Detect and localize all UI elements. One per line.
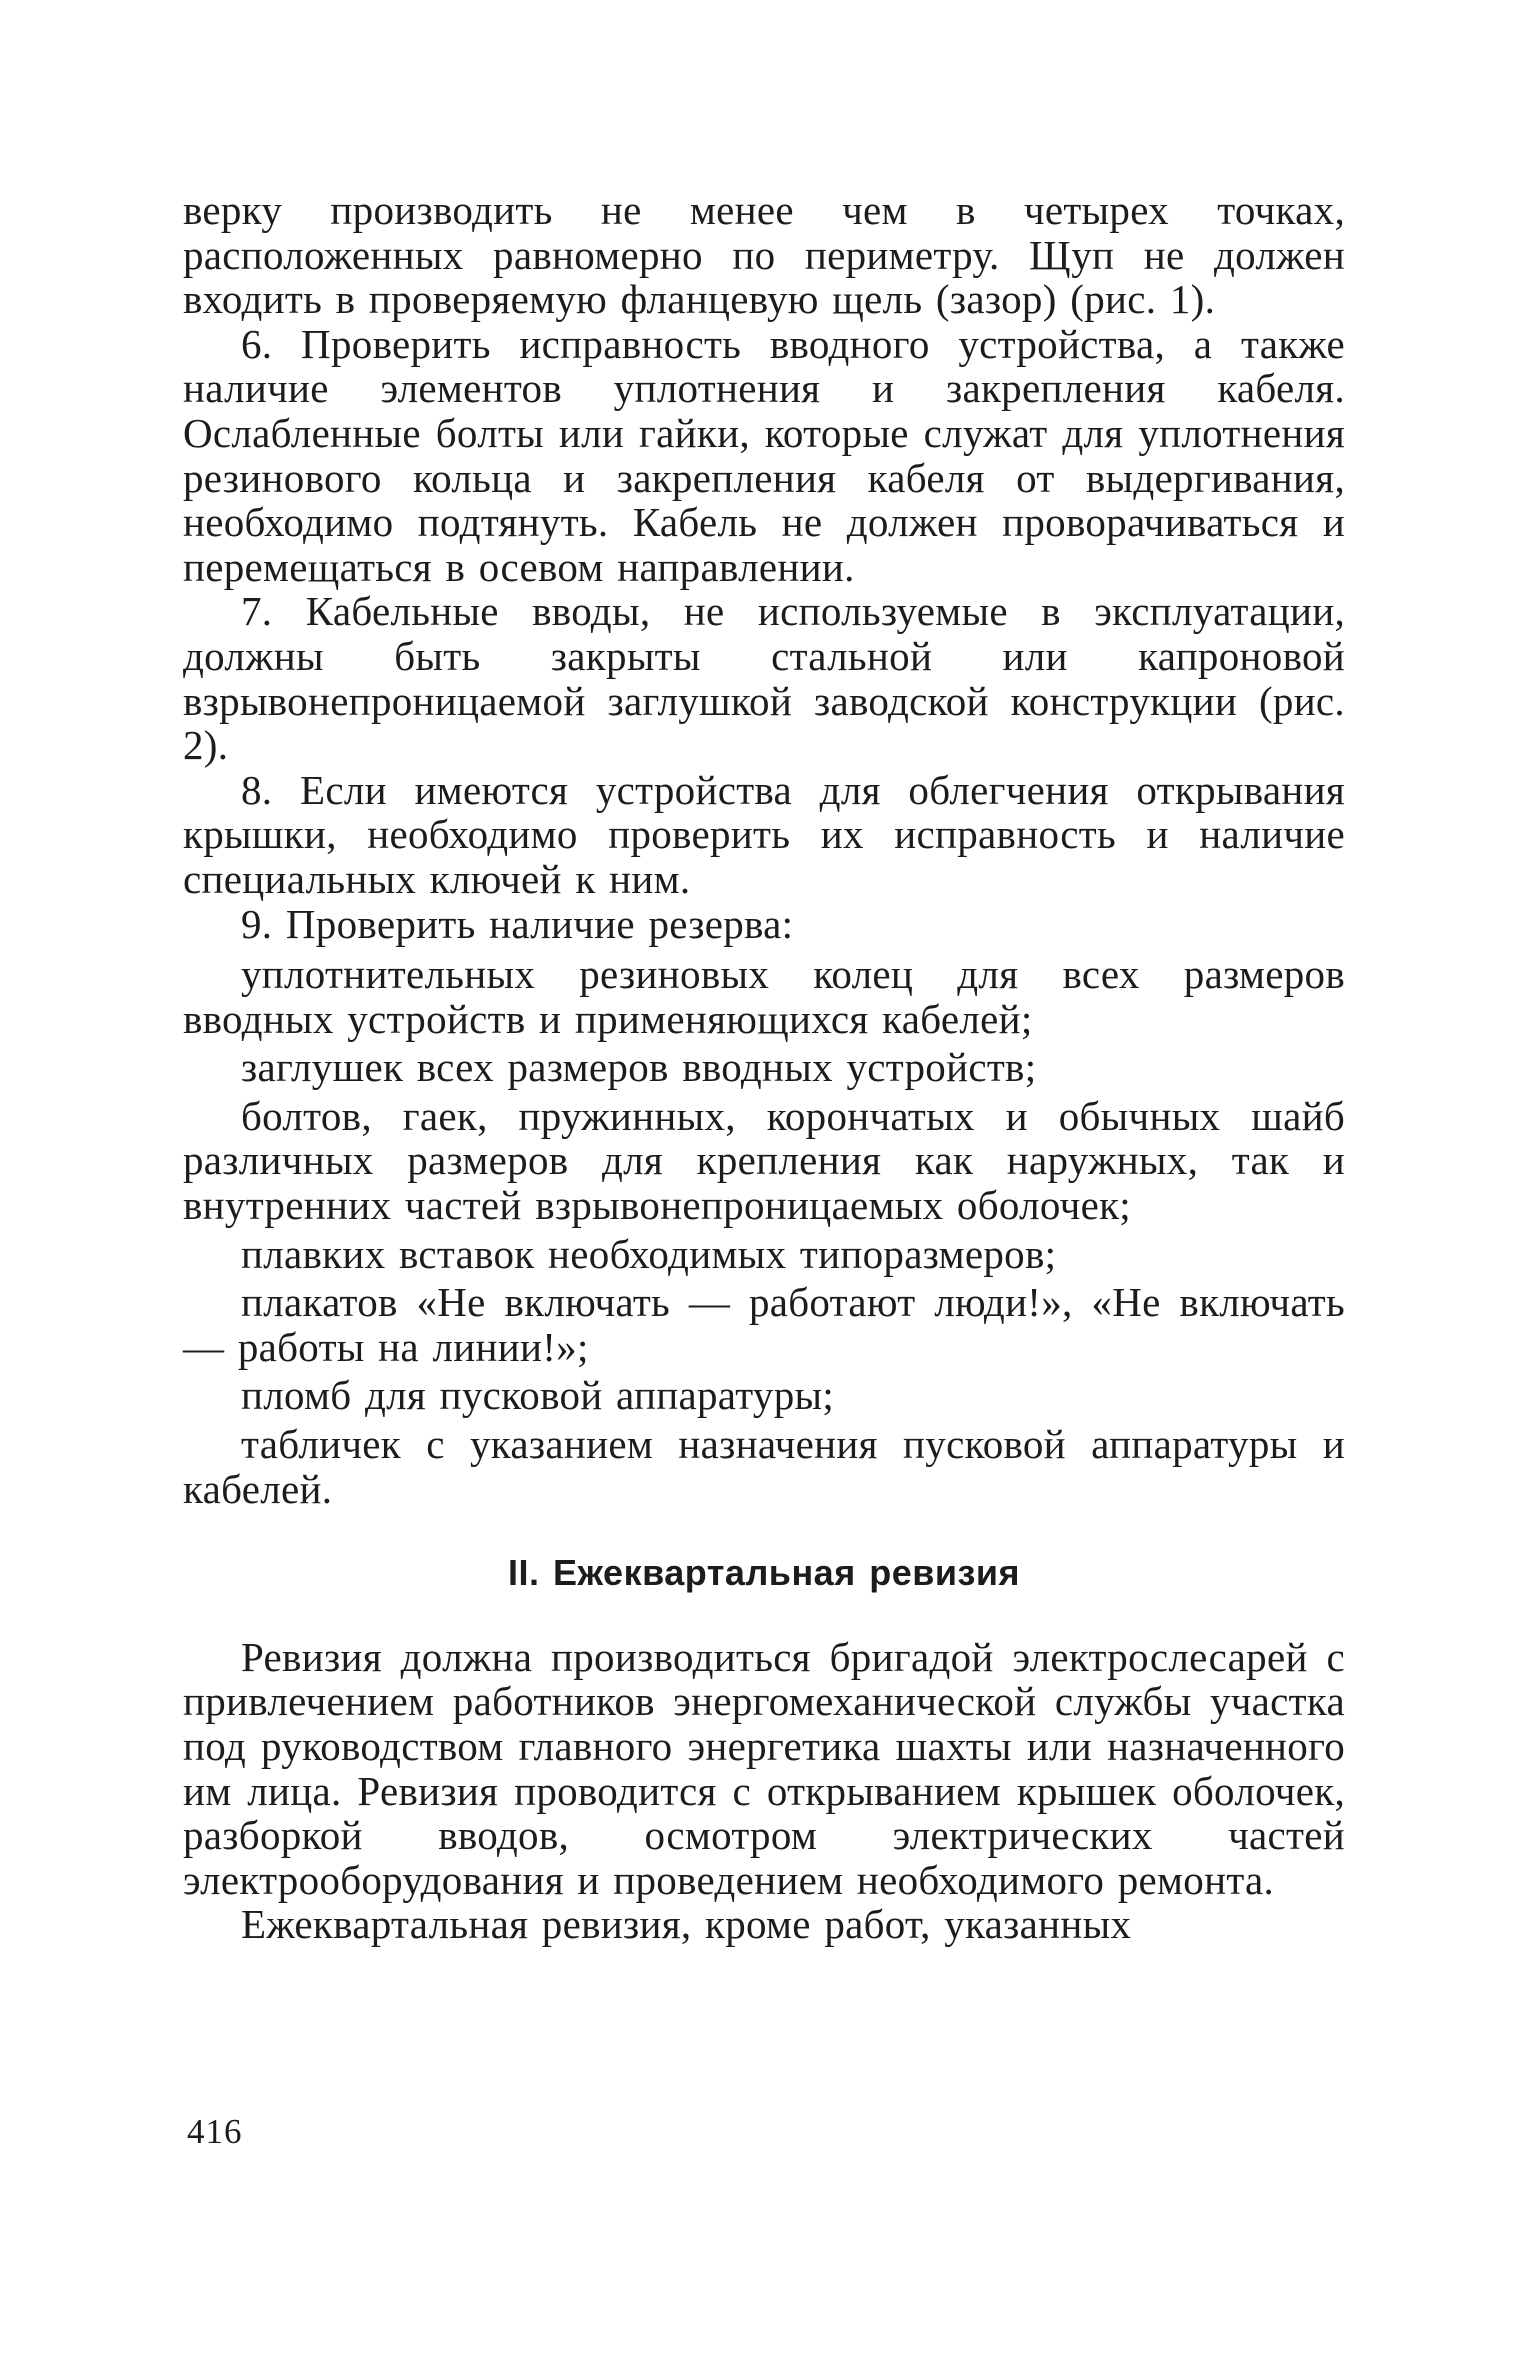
paragraph-item-9: 9. Проверить наличие резерва: bbox=[241, 900, 794, 947]
list-item: пломб для пусковой аппаратуры; bbox=[241, 1372, 835, 1419]
paragraph-item-8: 8. Если имеются устройства для облегчения открывания крышки, необходимо проверить их исправность и наличие специальных ключей к ним. bbox=[183, 766, 1345, 902]
list-item: уплотнительных резиновых колец для всех размеров вводных устройств и применяющихся кабелей; bbox=[183, 951, 1345, 1042]
list-item: табличек с указанием назначения пусковой аппаратуры и кабелей. bbox=[183, 1421, 1345, 1512]
list-item: болтов, гаек, пружинных, корончатых и обычных шайб различных размеров для крепления как наружных, так и внутренних частей взрывонепроницаемых оболочек; bbox=[183, 1092, 1345, 1229]
page-number: 416 bbox=[187, 2112, 243, 2151]
paragraph-continuation: верку производить не менее чем в четырех точках, расположенных равномерно по периметру. Щуп не должен входить в проверяемую фланцевую щель (зазор) (рис. 1). bbox=[183, 187, 1345, 323]
paragraph-quarterly: Ежеквартальная ревизия, кроме работ, указанных bbox=[241, 1901, 1132, 1948]
paragraph-item-6: 6. Проверить исправность вводного устройства, а также наличие элементов уплотнения и закрепления кабеля. Ослабленные болты или гайки, которые служат для уплотнения резинового кольца и закрепления кабеля от выдергивания, необходимо подтянуть. Кабель не должен проворачиваться и перемещаться в осевом направлении. bbox=[183, 320, 1345, 590]
list-item: плакатов «Не включать — работают люди!», «Не включать — работы на линии!»; bbox=[183, 1279, 1345, 1370]
list-item: плавких вставок необходимых типоразмеров; bbox=[241, 1230, 1057, 1277]
body-text bbox=[183, 188, 1345, 1947]
section-heading: II. Ежеквартальная ревизия bbox=[507, 1552, 1021, 1594]
paragraph-item-7: 7. Кабельные вводы, не используемые в эксплуатации, должны быть закрыты стальной или капроновой взрывонепроницаемой заглушкой заводской конструкции (рис. 2). bbox=[183, 588, 1345, 769]
list-item: заглушек всех размеров вводных устройств; bbox=[241, 1044, 1037, 1091]
paragraph-revision: Ревизия должна производиться бригадой электрослесарей с привлечением работников энергомеханической службы участка под руководством главного энергетика шахты или назначенного им лица. Ревизия проводится с открыванием крышек оболочек, разборкой вводов, осмотром электрических частей электрооборудования и проведением необходимого ремонта. bbox=[183, 1633, 1345, 1903]
